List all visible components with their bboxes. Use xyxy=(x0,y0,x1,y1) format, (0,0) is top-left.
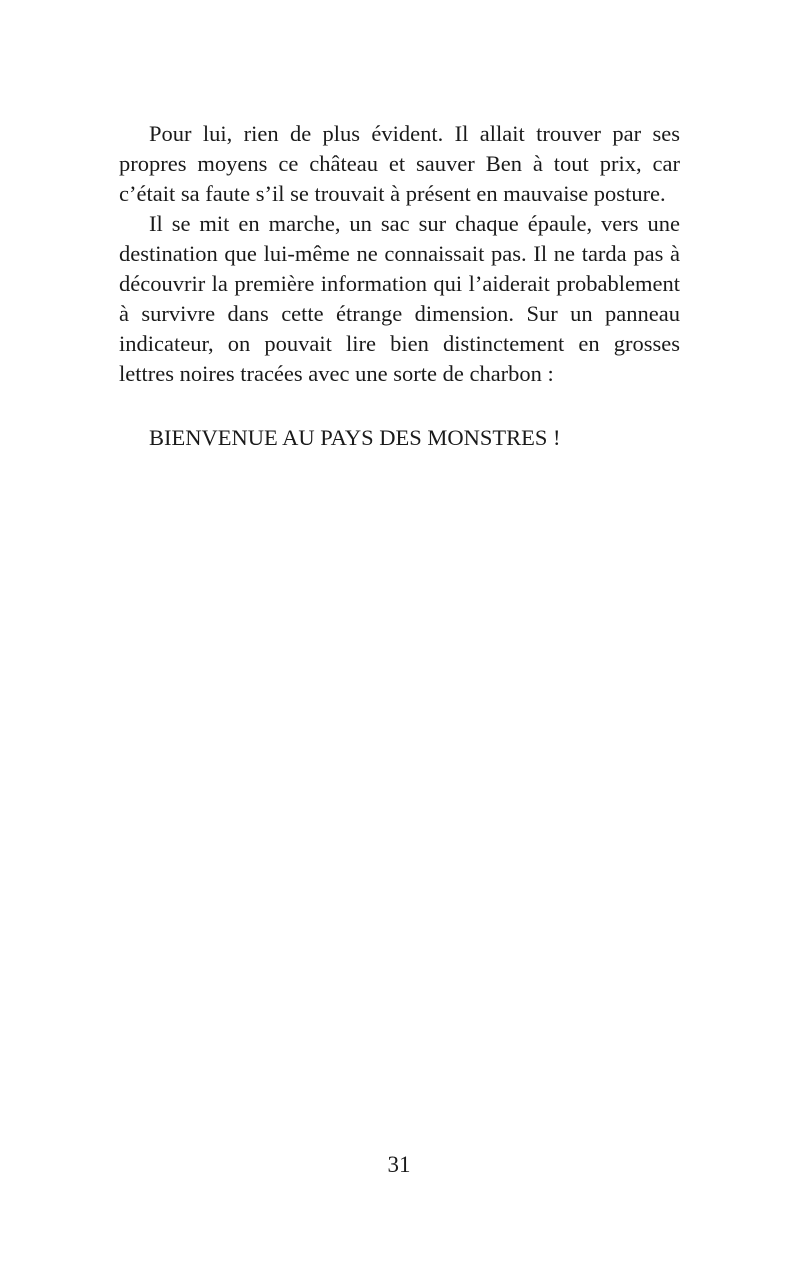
page-number: 31 xyxy=(387,1152,411,1177)
body-text xyxy=(119,119,680,389)
paragraph-2: Il se mit en marche, un sac sur chaque épaule, vers une destination que lui-même ne connaissait pas. Il ne tarda pas à découvrir la première information qui l’aiderait probablement à survivre dans cette étrange dimension. Sur un panneau indicateur, on pouvait lire bien distinctement en grosses lettres noires tracées avec une sorte de charbon : xyxy=(119,211,680,386)
paragraph-1: Pour lui, rien de plus évident. Il allait trouver par ses propres moyens ce château et sauver Ben à tout prix, car c’était sa faute s’il se trouvait à présent en mauvaise posture. xyxy=(119,121,680,206)
sign-text: BIENVENUE AU PAYS DES MONSTRES ! xyxy=(149,425,561,450)
